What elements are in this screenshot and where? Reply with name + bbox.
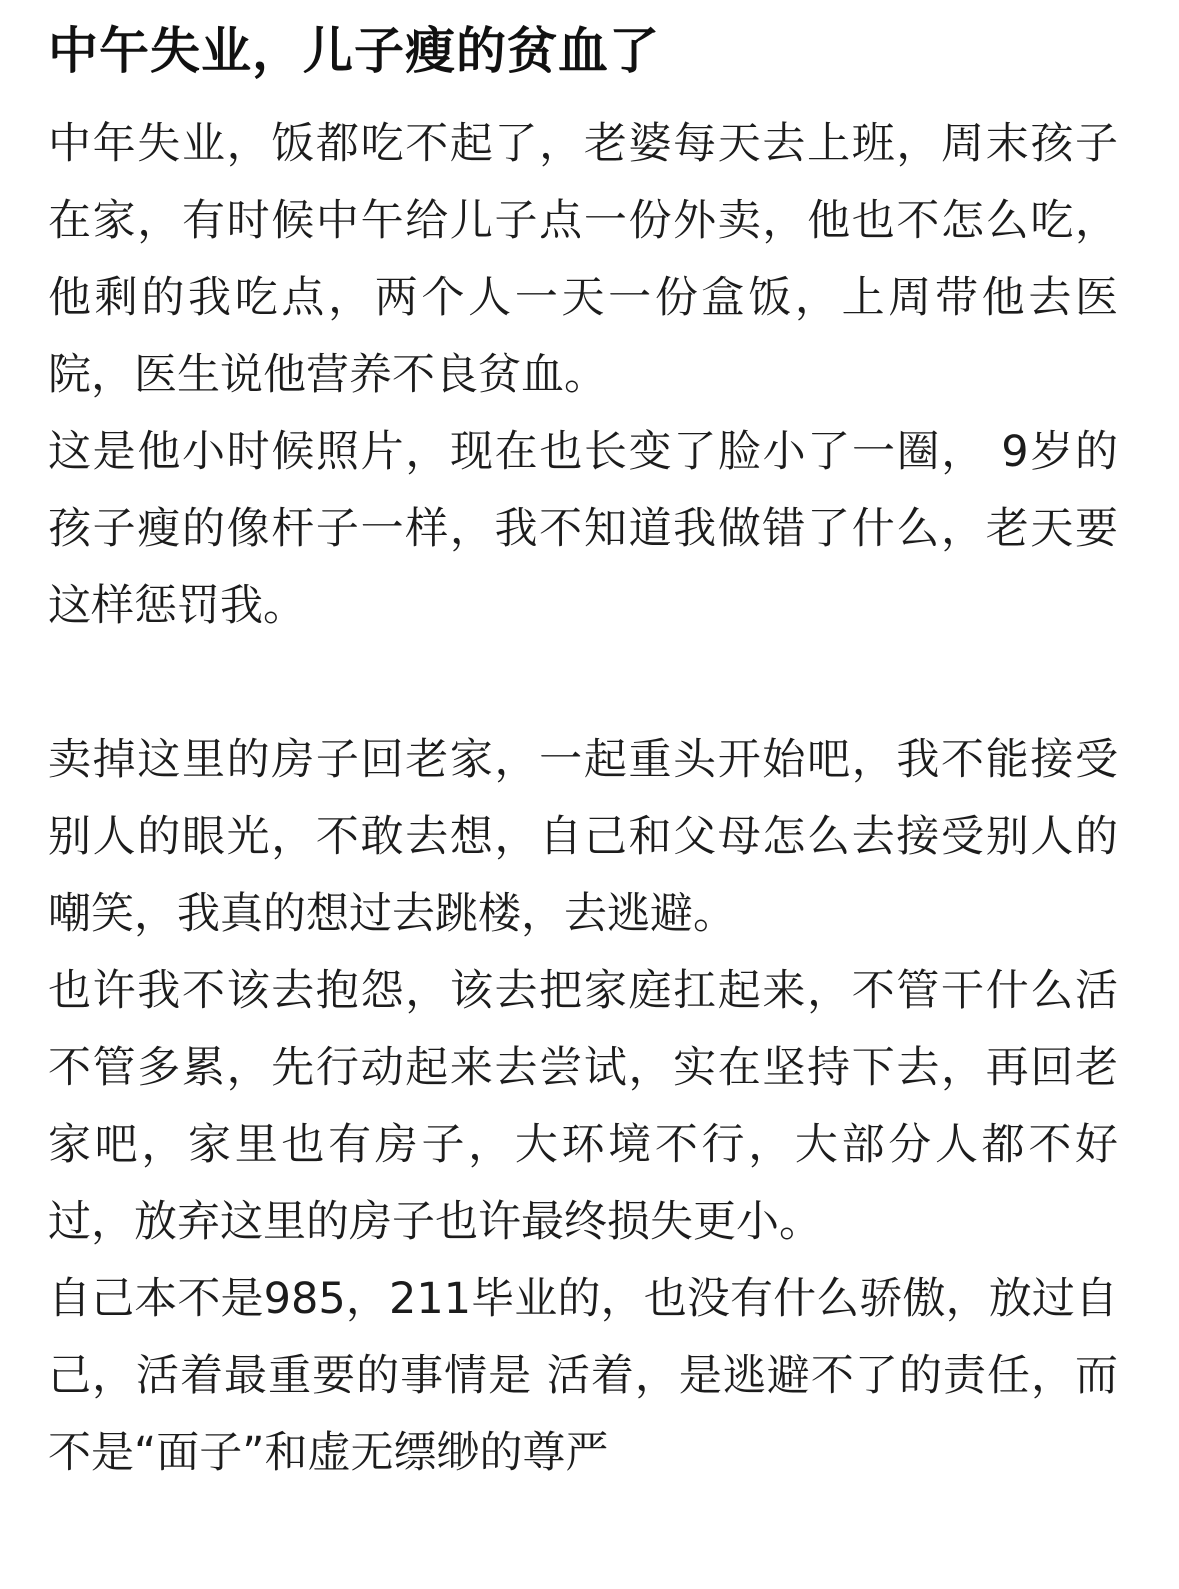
paragraph-gap	[48, 645, 1118, 722]
paragraph-4: 也许我不该去抱怨，该去把家庭扛起来，不管干什么活不管多累，先行动起来去尝试，实在坚持下去，再回老家吧，家里也有房子，大环境不行，大部分人都不好过，放弃这里的房子也许最终损失更小。	[48, 966, 1118, 1247]
paragraph-1: 中年失业，饭都吃不起了，老婆每天去上班，周末孩子在家，有时候中午给儿子点一份外卖，他也不怎么吃，他剩的我吃点，两个人一天一份盒饭，上周带他去医院，医生说他营养不良贫血。	[48, 119, 1118, 400]
post-container	[48, 14, 1118, 1492]
paragraph-5: 自己本不是985，211毕业的，也没有什么骄傲，放过自己，活着最重要的事情是 活着，是逃避不了的责任，而不是“面子”和虚无缥缈的尊严	[48, 1274, 1118, 1478]
post-title: 中午失业，儿子瘦的贫血了	[48, 22, 660, 80]
post-body	[48, 106, 1118, 1492]
paragraph-2: 这是他小时候照片，现在也长变了脸小了一圈， 9岁的孩子瘦的像杆子一样，我不知道我做错了什么，老天要这样惩罚我。	[48, 427, 1118, 631]
paragraph-3: 卖掉这里的房子回老家，一起重头开始吧，我不能接受别人的眼光，不敢去想，自己和父母怎么去接受别人的嘲笑，我真的想过去跳楼，去逃避。	[48, 735, 1118, 939]
